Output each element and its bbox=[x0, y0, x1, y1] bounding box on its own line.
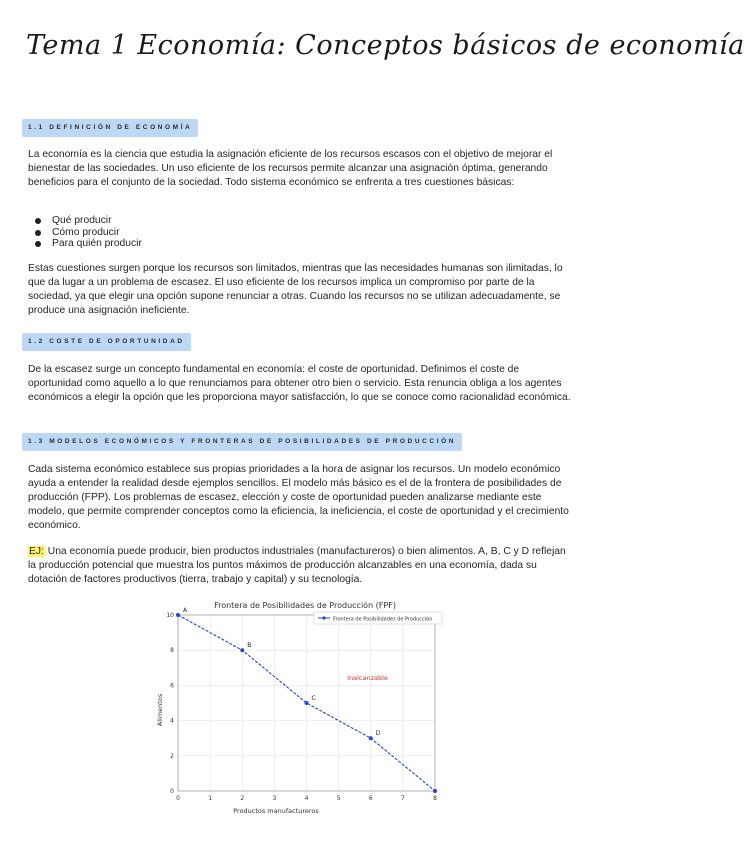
x-tick-label: 0 bbox=[176, 795, 180, 802]
paragraph-escasez: Estas cuestiones surgen porque los recursos son limitados, mientras que las necesidades humanas son ilimitadas, lo que da lugar a un problema de escasez. El uso eficiente de los recursos implica un compromiso por parte de la sociedad, ya que elegir una opción supone renunciar a otras. Cuando los recursos no se utilizan adecuadamente, se produce una asignación ineficiente. bbox=[28, 263, 563, 316]
chart-title: Frontera de Posibilidades de Producción (FPF) bbox=[214, 601, 396, 610]
x-tick-label: 7 bbox=[400, 795, 405, 802]
example-text: Una economía puede producir, bien productos industriales (manufactureros) o bien alimentos. A, B, C y D reflejan la producción potencial que muestra los puntos máximos de producción alcanzables en una economía, dada su dotación de factores productivos (tierra, trabajo y capital) y su tecnología. bbox=[28, 546, 566, 585]
paragraph-ejemplo bbox=[28, 545, 573, 587]
x-tick-label: 6 bbox=[368, 795, 373, 802]
data-point bbox=[305, 701, 309, 705]
data-point bbox=[240, 648, 244, 652]
point-label: A bbox=[183, 607, 188, 614]
x-tick-label: 3 bbox=[272, 795, 277, 802]
bullet-icon bbox=[35, 230, 41, 236]
chart-legend bbox=[314, 612, 442, 624]
y-axis-label: Alimentos bbox=[156, 693, 164, 727]
section-heading-coste: 1.2 COSTE DE OPORTUNIDAD bbox=[22, 333, 191, 351]
y-tick-label: 10 bbox=[166, 612, 174, 619]
ppf-chart bbox=[150, 595, 450, 820]
legend-marker bbox=[322, 616, 325, 619]
data-point bbox=[176, 613, 180, 617]
list-item bbox=[34, 227, 142, 239]
x-tick-label: 4 bbox=[304, 795, 309, 802]
bullet-list bbox=[34, 215, 142, 250]
y-tick-label: 0 bbox=[170, 788, 174, 795]
x-tick-label: 2 bbox=[240, 795, 245, 802]
y-tick-label: 8 bbox=[170, 647, 174, 655]
y-tick-label: 6 bbox=[170, 682, 174, 690]
list-item bbox=[34, 238, 142, 250]
chart-ticks bbox=[166, 612, 437, 802]
section-heading-definicion: 1.1 DEFINICIÓN DE ECONOMÍA bbox=[22, 119, 198, 137]
data-point bbox=[433, 789, 437, 793]
paragraph-definicion: La economía es la ciencia que estudia la asignación eficiente de los recursos escasos con el objetivo de mejorar el bienestar de las sociedades. Un uso eficiente de los recursos permite alcanzar una asignación óptima, generando beneficios para el conjunto de la sociedad. Todo sistema económico se enfrenta a tres cuestiones básicas: bbox=[28, 149, 553, 188]
x-axis-label: Productos manufactureros bbox=[233, 807, 319, 815]
page-title: Tema 1 Economía: Conceptos básicos de economía bbox=[26, 30, 745, 61]
list-item-label: Cómo producir bbox=[52, 226, 120, 238]
list-item bbox=[34, 215, 142, 227]
chart-annotations bbox=[347, 674, 388, 682]
point-label: D bbox=[375, 730, 381, 738]
point-label: B bbox=[247, 642, 252, 650]
x-tick-label: 8 bbox=[433, 795, 437, 802]
example-label: EJ: bbox=[29, 546, 44, 557]
list-item-label: Qué producir bbox=[52, 215, 112, 226]
paragraph-coste: De la escasez surge un concepto fundamental en economía: el coste de oportunidad. Definimos el coste de oportunidad como aquello a lo que renunciamos para obtener otro bien o servicio. Esta renuncia obliga a los agentes económicos a elegir la opción que les proporciona mayor satisfacción, lo que se conoce como racionalidad económica. bbox=[28, 364, 571, 403]
paragraph-modelos: Cada sistema económico establece sus propias prioridades a la hora de asignar los recursos. Un modelo económico ayuda a entender la realidad desde ejemplos sencillos. El modelo más básico es el de la frontera de posibilidades de producción (FPP). Los problemas de escasez, elección y coste de oportunidad pueden analizarse mediante este modelo, que permite comprender conceptos como la eficiencia, la ineficiencia, el coste de oportunidad y el crecimiento económico. bbox=[28, 464, 569, 531]
section-heading-modelos: 1.3 MODELOS ECONÓMICOS Y FRONTERAS DE POSIBILIDADES DE PRODUCCIÓN bbox=[22, 433, 462, 451]
bullet-icon bbox=[35, 241, 41, 247]
legend-label: Frontera de Posibilidades de Producción bbox=[333, 616, 433, 623]
x-tick-label: 1 bbox=[208, 795, 213, 802]
list-item-label: Para quién producir bbox=[52, 238, 142, 249]
x-tick-label: 5 bbox=[336, 795, 341, 802]
point-label: C bbox=[311, 695, 316, 702]
y-tick-label: 4 bbox=[170, 717, 174, 725]
data-point bbox=[369, 736, 373, 740]
y-tick-label: 2 bbox=[170, 752, 174, 760]
annotation-label: Inalcanzable bbox=[347, 674, 388, 683]
bullet-icon bbox=[35, 218, 41, 224]
